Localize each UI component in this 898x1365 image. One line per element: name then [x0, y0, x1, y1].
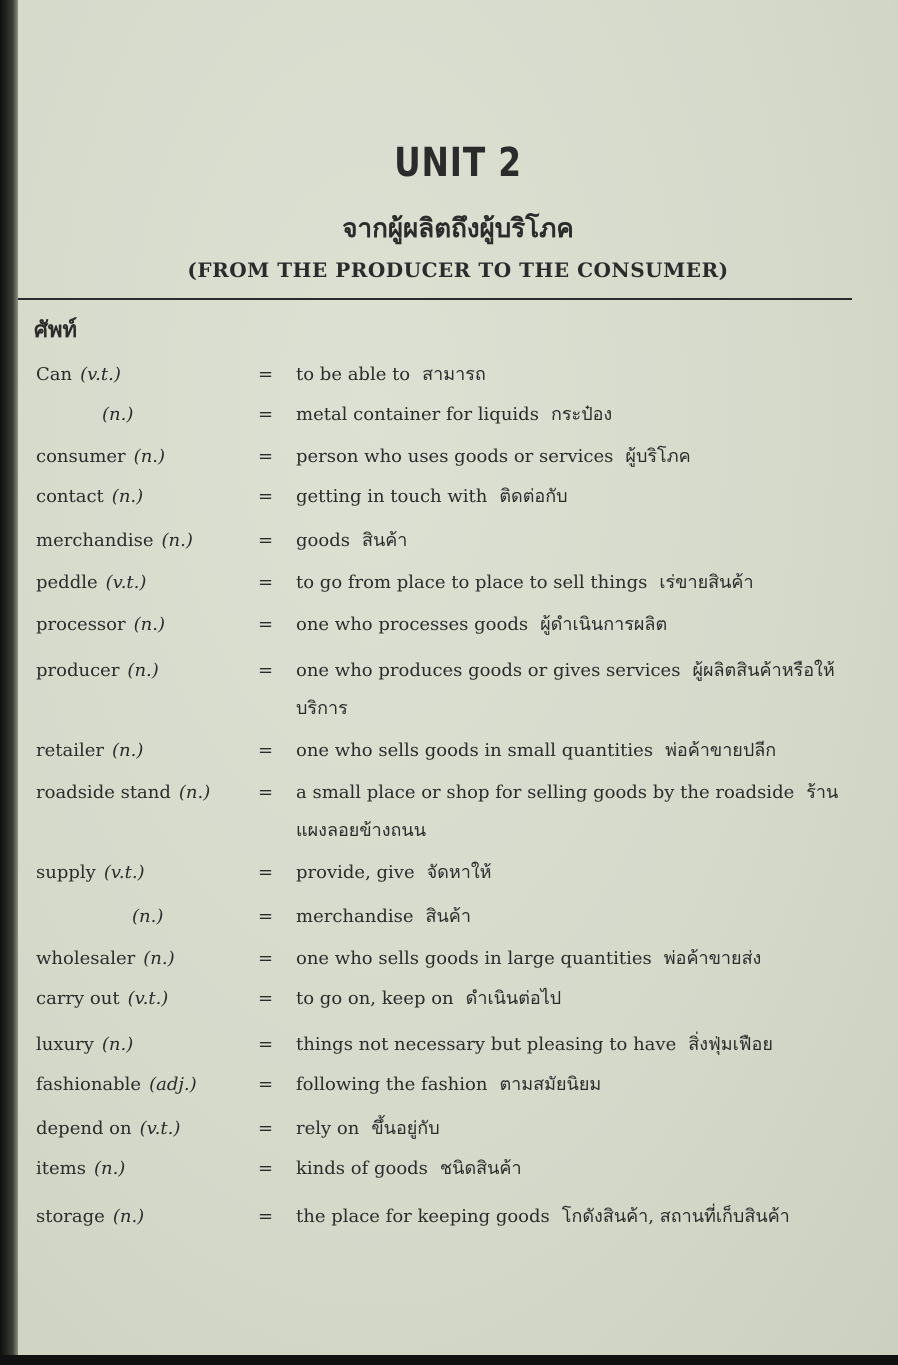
- equals-sign: =: [258, 948, 274, 969]
- part-of-speech: (adj.): [149, 1074, 197, 1095]
- thai-translation: ตามสมัยนิยม: [499, 1074, 602, 1095]
- vocab-term: retailer (n.): [36, 740, 144, 761]
- part-of-speech: (n.): [133, 446, 166, 467]
- part-of-speech: (v.t.): [103, 862, 145, 883]
- thai-translation: สามารถ: [422, 364, 486, 385]
- equals-sign: =: [258, 1034, 274, 1055]
- part-of-speech: (v.t.): [139, 1118, 181, 1139]
- vocab-term: roadside stand (n.): [36, 782, 211, 803]
- thai-translation: สินค้า: [425, 906, 471, 927]
- part-of-speech: (n.): [102, 404, 134, 425]
- equals-sign: =: [258, 530, 274, 551]
- book-spine: [0, 0, 18, 1365]
- thai-translation: ผู้ผลิตสินค้าหรือให้บริการ: [296, 660, 835, 719]
- thai-translation: สินค้า: [361, 530, 408, 551]
- part-of-speech: (n.): [111, 486, 144, 507]
- equals-sign: =: [258, 572, 274, 593]
- vocab-term: [124, 906, 163, 927]
- vocab-term: items (n.): [36, 1158, 126, 1179]
- part-of-speech: (n.): [178, 782, 211, 803]
- vocab-definition: following the fashion ตามสมัยนิยม: [296, 1074, 602, 1095]
- book-page: [18, 0, 898, 1355]
- page-bottom-edge: [0, 1355, 898, 1365]
- part-of-speech: (n.): [101, 1034, 134, 1055]
- vocab-term: wholesaler (n.): [36, 948, 175, 969]
- equals-sign: =: [258, 906, 274, 927]
- vocab-term: merchandise (n.): [36, 530, 193, 551]
- vocab-definition: rely on ขึ้นอยู่กับ: [296, 1118, 440, 1139]
- part-of-speech: (n.): [112, 1206, 145, 1227]
- part-of-speech: (n.): [127, 660, 159, 681]
- thai-translation: พ่อค้าขายส่ง: [663, 948, 762, 969]
- part-of-speech: (v.t.): [127, 988, 169, 1009]
- thai-title: จากผู้ผลิตถึงผู้บริโภค: [342, 214, 574, 244]
- vocab-term: contact (n.): [36, 486, 144, 507]
- vocab-definition: to go on, keep on ดำเนินต่อไป: [296, 988, 562, 1009]
- vocab-term: depend on (v.t.): [36, 1118, 181, 1139]
- equals-sign: =: [258, 404, 274, 425]
- vocab-definition: to be able to สามารถ: [296, 364, 486, 385]
- part-of-speech: (v.t.): [105, 572, 147, 593]
- vocab-definition: one who sells goods in large quantities พ่อค้าขายส่ง: [296, 948, 762, 969]
- thai-translation: ดำเนินต่อไป: [465, 988, 562, 1009]
- vocab-definition: the place for keeping goods โกดังสินค้า, สถานที่เก็บสินค้า: [296, 1206, 790, 1227]
- vocab-definition: a small place or shop for selling goods by the roadside ร้านแผงลอยข้างถนน: [296, 782, 839, 841]
- vocab-definition: provide, give จัดหาให้: [296, 862, 492, 883]
- part-of-speech: (n.): [112, 740, 144, 761]
- equals-sign: =: [258, 988, 274, 1009]
- thai-translation: ผู้ดำเนินการผลิต: [540, 614, 668, 635]
- vocab-term: consumer (n.): [36, 446, 166, 467]
- vocab-term: [94, 404, 133, 425]
- unit-title: UNIT 2: [394, 140, 522, 186]
- part-of-speech: (v.t.): [80, 364, 121, 385]
- thai-translation: สิ่งฟุ่มเฟือย: [688, 1034, 773, 1055]
- thai-translation: ผู้บริโภค: [625, 446, 691, 467]
- vocab-definition: goods สินค้า: [296, 530, 408, 551]
- vocab-term: luxury (n.): [36, 1034, 134, 1055]
- thai-translation: ติดต่อกับ: [499, 486, 568, 507]
- thai-translation: ร้านแผงลอยข้างถนน: [296, 782, 839, 841]
- thai-translation: จัดหาให้: [426, 862, 492, 883]
- vocab-definition: kinds of goods ชนิดสินค้า: [296, 1158, 522, 1179]
- part-of-speech: (n.): [161, 530, 193, 551]
- vocab-term: fashionable (adj.): [36, 1074, 197, 1095]
- vocab-term: producer (n.): [36, 660, 159, 681]
- equals-sign: =: [258, 1206, 274, 1227]
- vocab-definition: one who produces goods or gives services ผู้ผลิตสินค้าหรือให้บริการ: [296, 660, 835, 719]
- vocabulary-section-label: ศัพท์: [34, 317, 77, 343]
- vocab-definition: merchandise สินค้า: [296, 906, 471, 927]
- equals-sign: =: [258, 782, 274, 803]
- thai-translation: ขึ้นอยู่กับ: [371, 1118, 440, 1139]
- vocab-term: processor (n.): [36, 614, 165, 635]
- thai-translation: เร่ขายสินค้า: [659, 572, 754, 593]
- part-of-speech: (n.): [133, 614, 165, 635]
- equals-sign: =: [258, 660, 274, 681]
- vocab-definition: getting in touch with ติดต่อกับ: [296, 486, 568, 507]
- part-of-speech: (n.): [93, 1158, 126, 1179]
- vocab-term: carry out (v.t.): [36, 988, 169, 1009]
- equals-sign: =: [258, 862, 274, 883]
- part-of-speech: (n.): [132, 906, 164, 927]
- vocab-definition: one who processes goods ผู้ดำเนินการผลิต: [296, 614, 668, 635]
- equals-sign: =: [258, 1158, 274, 1179]
- equals-sign: =: [258, 364, 274, 385]
- vocab-definition: person who uses goods or services ผู้บริโภค: [296, 446, 691, 467]
- equals-sign: =: [258, 614, 274, 635]
- equals-sign: =: [258, 1118, 274, 1139]
- thai-translation: กระป๋อง: [550, 404, 613, 425]
- vocab-term: supply (v.t.): [36, 862, 145, 883]
- thai-translation: ชนิดสินค้า: [439, 1158, 522, 1179]
- vocab-term: peddle (v.t.): [36, 572, 147, 593]
- equals-sign: =: [258, 486, 274, 507]
- thai-translation: โกดังสินค้า, สถานที่เก็บสินค้า: [561, 1206, 790, 1227]
- thai-translation: พ่อค้าขายปลีก: [665, 740, 777, 761]
- equals-sign: =: [258, 446, 274, 467]
- vocab-definition: things not necessary but pleasing to have สิ่งฟุ่มเฟือย: [296, 1034, 773, 1055]
- vocab-term: storage (n.): [36, 1206, 145, 1227]
- equals-sign: =: [258, 1074, 274, 1095]
- vocab-definition: one who sells goods in small quantities พ่อค้าขายปลีก: [296, 740, 777, 761]
- equals-sign: =: [258, 740, 274, 761]
- header-divider: [18, 298, 852, 300]
- part-of-speech: (n.): [143, 948, 175, 969]
- vocab-term: Can (v.t.): [36, 364, 121, 385]
- vocab-definition: metal container for liquids กระป๋อง: [296, 404, 613, 425]
- english-subtitle: (FROM THE PRODUCER TO THE CONSUMER): [187, 258, 729, 282]
- vocab-definition: to go from place to place to sell things เร่ขายสินค้า: [296, 572, 754, 593]
